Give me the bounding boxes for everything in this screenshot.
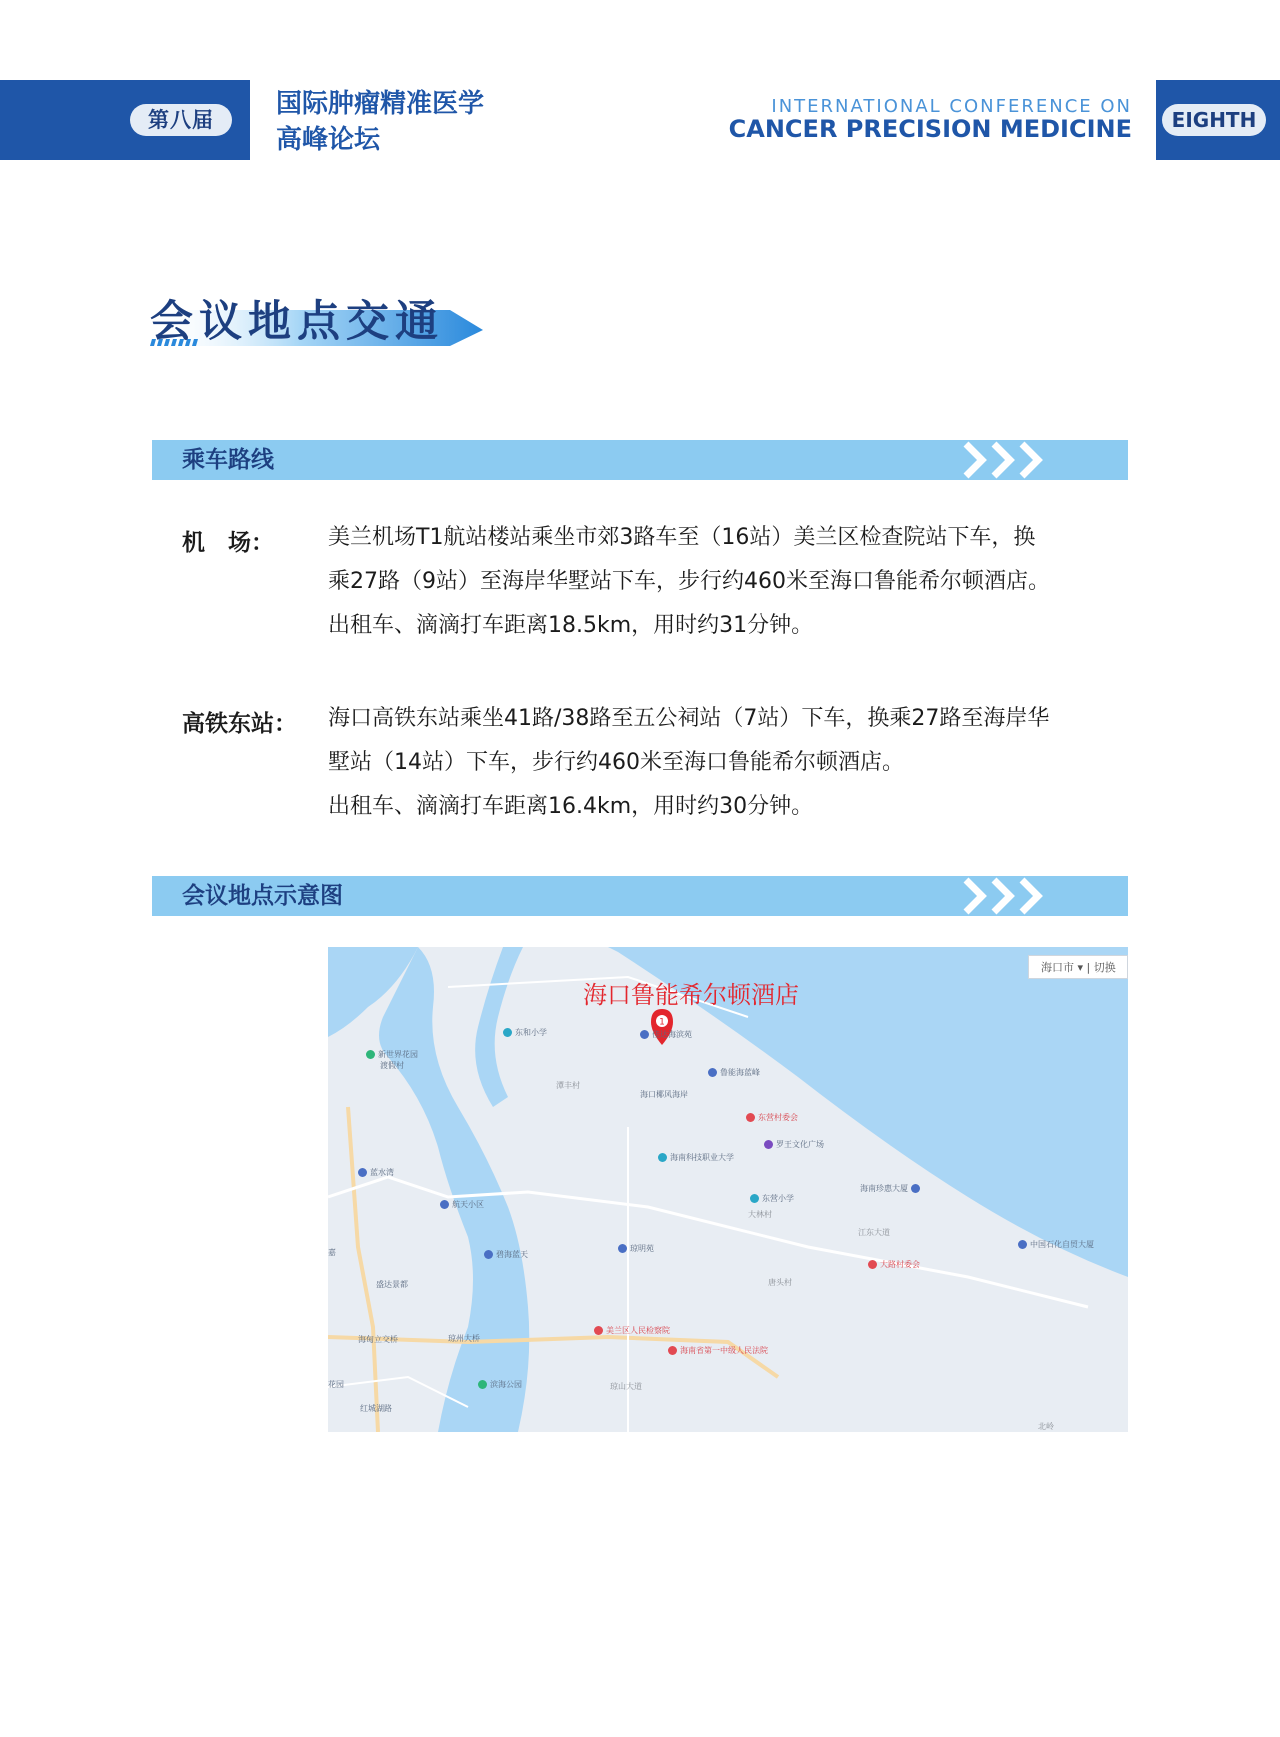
place-icon [1018, 1240, 1027, 1249]
map-graphic [328, 947, 1128, 1432]
chevrons-icon [958, 876, 1058, 916]
location-map[interactable] [328, 947, 1128, 1432]
poi[interactable]: 碧海蓝天 [484, 1249, 528, 1260]
place-icon [484, 1250, 493, 1259]
poi[interactable]: 东和小学 [503, 1027, 547, 1038]
poi-text: 嘉 [328, 1248, 336, 1257]
route-line: 墅站（14站）下车，步行约460米至海口鲁能希尔顿酒店。 [328, 750, 904, 775]
place-icon [764, 1140, 773, 1149]
route-line: 乘27路（9站）至海岸华墅站下车，步行约460米至海口鲁能希尔顿酒店。 [328, 569, 1050, 594]
chevrons-icon [958, 440, 1058, 480]
poi[interactable]: 航天小区 [440, 1199, 484, 1210]
hotel-label: 海口鲁能希尔顿酒店 [583, 981, 799, 1009]
place-icon [911, 1184, 920, 1193]
place-icon [708, 1068, 717, 1077]
conference-title-cn-line2: 高峰论坛 [276, 125, 381, 155]
place-icon [868, 1260, 877, 1269]
hotel-marker-number: 1 [659, 1017, 665, 1028]
map-heading-bar [152, 876, 1128, 916]
map-switch: 切换 [1093, 961, 1116, 974]
poi[interactable]: 大路村委会 [868, 1259, 920, 1270]
poi-text: 盛达景都 [376, 1280, 408, 1289]
hsr-route-text [328, 697, 1128, 829]
section-title: 会议地点交通 [150, 297, 444, 347]
edition-badge: 第八届 [130, 104, 232, 136]
conference-title-en-line1: INTERNATIONAL CONFERENCE ON [771, 96, 1132, 117]
edition-en-badge: EIGHTH [1162, 104, 1266, 136]
poi[interactable]: 海南科技职业大学 [658, 1152, 734, 1163]
poi-text: 唐头村 [768, 1278, 792, 1287]
airport-route-text [328, 516, 1128, 648]
poi[interactable]: 东营村委会 [746, 1112, 798, 1123]
route-line: 出租车、滴滴打车距离16.4km，用时约30分钟。 [328, 794, 814, 819]
poi[interactable]: 滨海公园 [478, 1379, 522, 1390]
park-icon [478, 1380, 487, 1389]
school-icon [503, 1028, 512, 1037]
poi-text: 潭丰村 [556, 1081, 580, 1090]
place-icon [440, 1200, 449, 1209]
map-heading: 会议地点示意图 [182, 883, 343, 909]
place-icon [618, 1244, 627, 1253]
poi-text: 渡假村 [380, 1061, 404, 1070]
conference-title-cn-line1: 国际肿瘤精准医学 [276, 89, 485, 119]
poi[interactable]: 佳达海滨苑 [640, 1029, 692, 1040]
route-line: 海口高铁东站乘坐41路/38路至五公祠站（7站）下车，换乘27路至海岸华 [328, 706, 1050, 731]
poi-text: 海口椰风海岸 [640, 1090, 688, 1099]
airport-route-label: 机 场： [182, 530, 274, 556]
poi[interactable]: 罗王文化广场 [764, 1139, 824, 1150]
poi-text: 大林村 [748, 1210, 772, 1219]
poi-text: 花园 [328, 1380, 344, 1389]
poi[interactable]: 琼明苑 [618, 1243, 654, 1254]
poi[interactable]: 海南珍惠大厦 [860, 1183, 923, 1194]
route-line: 出租车、滴滴打车距离18.5km，用时约31分钟。 [328, 613, 814, 638]
poi[interactable]: 美兰区人民检察院 [594, 1325, 670, 1336]
poi[interactable]: 中国石化自贸大厦 [1018, 1239, 1094, 1250]
map-city: 海口市 [1041, 961, 1074, 974]
place-icon [366, 1050, 375, 1059]
poi[interactable]: 鲁能海蓝峰 [708, 1067, 760, 1078]
school-icon [658, 1153, 667, 1162]
poi[interactable]: 海南省第一中级人民法院 [668, 1345, 768, 1356]
route-line: 美兰机场T1航站楼站乘坐市郊3路车至（16站）美兰区检查院站下车，换 [328, 525, 1036, 550]
poi[interactable]: 蓝水湾 [358, 1167, 394, 1178]
map-city-selector[interactable]: 海口市 ▾ | 切换 [1028, 955, 1128, 979]
place-icon [594, 1326, 603, 1335]
poi-text: 琼山大道 [610, 1382, 642, 1391]
place-icon [640, 1030, 649, 1039]
place-icon [746, 1113, 755, 1122]
conference-title-cn [276, 86, 484, 158]
poi[interactable]: 新世界花园 [366, 1049, 418, 1060]
school-icon [750, 1194, 759, 1203]
place-icon [668, 1346, 677, 1355]
hsr-route-label: 高铁东站： [182, 711, 297, 737]
conference-title-en-line2: CANCER PRECISION MEDICINE [728, 115, 1132, 143]
poi-text: 江东大道 [858, 1228, 890, 1237]
poi-text: 海甸立交桥 [358, 1335, 398, 1344]
place-icon [358, 1168, 367, 1177]
poi[interactable]: 东营小学 [750, 1193, 794, 1204]
poi-text: 红城湖路 [360, 1404, 392, 1413]
routes-heading: 乘车路线 [182, 447, 274, 473]
poi-text: 琼州大桥 [448, 1334, 480, 1343]
routes-heading-bar [152, 440, 1128, 480]
poi-text: 北岭 [1038, 1422, 1054, 1431]
